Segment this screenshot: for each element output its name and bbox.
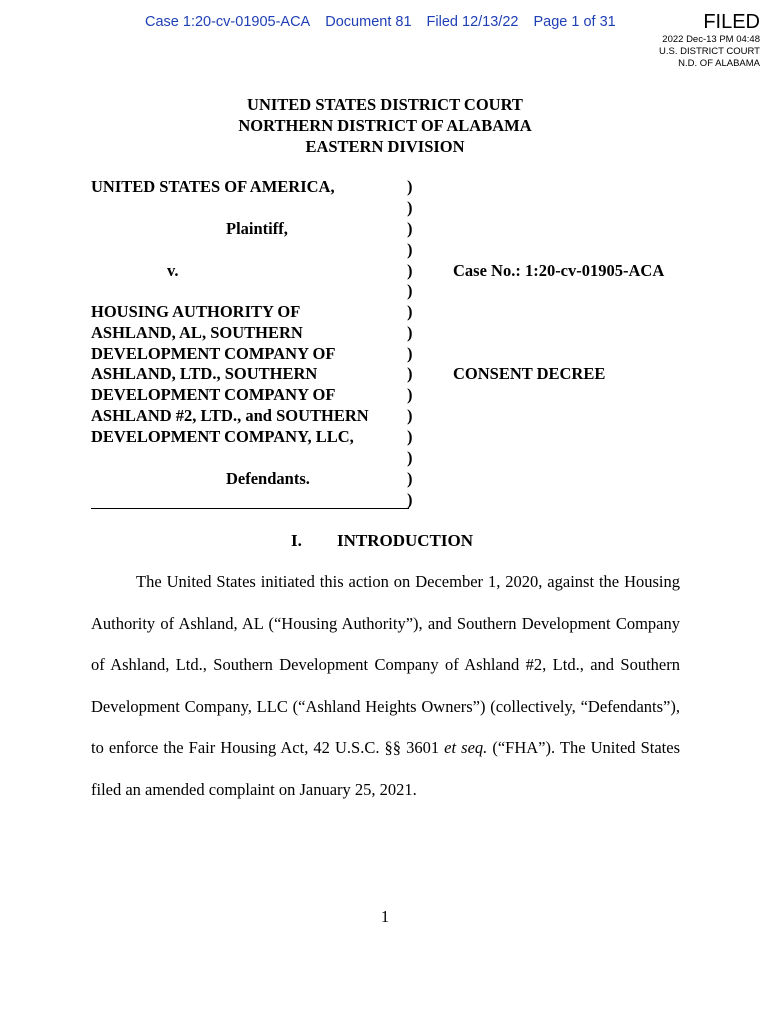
filed-datetime: 2022 Dec-13 PM 04:48	[662, 34, 760, 45]
caption-paren: )	[407, 344, 413, 363]
caption-paren: )	[407, 219, 413, 238]
defendant-line: DEVELOPMENT COMPANY OF	[91, 385, 336, 404]
document-title: CONSENT DECREE	[453, 364, 606, 383]
introduction-paragraph	[91, 561, 680, 811]
defendant-line: ASHLAND, LTD., SOUTHERN	[91, 364, 318, 383]
filed-district: N.D. OF ALABAMA	[678, 58, 760, 69]
ecf-page-count: Page 1 of 31	[533, 14, 616, 30]
section-number: I.	[291, 531, 302, 550]
court-division: EASTERN DIVISION	[305, 137, 465, 156]
caption-paren: )	[407, 281, 413, 300]
defendant-line: ASHLAND, AL, SOUTHERN	[91, 323, 303, 342]
filed-stamp	[659, 10, 760, 70]
defendant-line: DEVELOPMENT COMPANY, LLC,	[91, 427, 354, 446]
paragraph-text-cont: (“FHA”). The United States filed an amended complaint on January 25, 2021.	[91, 738, 681, 799]
caption-paren: )	[407, 469, 413, 488]
caption-paren: )	[407, 427, 413, 446]
plaintiff-label: Plaintiff,	[226, 219, 288, 238]
filed-court: U.S. DISTRICT COURT	[659, 46, 760, 57]
defendant-line: ASHLAND #2, LTD., and SOUTHERN	[91, 406, 369, 425]
defendant-line: DEVELOPMENT COMPANY OF	[91, 344, 336, 363]
caption-rule	[91, 508, 409, 509]
caption-paren: )	[407, 302, 413, 321]
ecf-case-number: Case 1:20-cv-01905-ACA	[145, 14, 311, 30]
section-heading	[291, 531, 473, 551]
filed-word: FILED	[703, 11, 760, 33]
paragraph-text: The United States initiated this action on December 1, 2020, against the Housing Authority of Ashland, AL (“Housing Authority”), and Southern Development Company of Ashland, Ltd., Southern Development Company of Ashland #2, Ltd., and Southern Development Company, LLC (“Ashland Heights Owners”) (collectively, “Defendants”), to enforce the Fair Housing Act, 42 U.S.C. §§ 3601	[91, 572, 680, 758]
case-number: Case No.: 1:20-cv-01905-ACA	[453, 261, 665, 280]
caption-paren: )	[407, 448, 413, 467]
caption-paren: )	[407, 364, 413, 383]
caption-paren: )	[407, 198, 413, 217]
ecf-header	[145, 14, 627, 30]
versus: v.	[167, 261, 179, 280]
plaintiff-name: UNITED STATES OF AMERICA,	[91, 177, 335, 196]
court-heading	[0, 94, 770, 157]
caption-paren: )	[407, 406, 413, 425]
ecf-document-number: Document 81	[325, 14, 412, 30]
defendants-label: Defendants.	[226, 469, 310, 488]
section-title: INTRODUCTION	[337, 531, 474, 550]
court-name: UNITED STATES DISTRICT COURT	[247, 95, 523, 114]
ecf-filed-date: Filed 12/13/22	[426, 14, 519, 30]
caption-paren: )	[407, 177, 413, 196]
caption-paren: )	[407, 490, 413, 509]
defendant-line: HOUSING AUTHORITY OF	[91, 302, 301, 321]
caption-paren: )	[407, 240, 413, 259]
page-number: 1	[380, 907, 390, 926]
paragraph-italic: et seq.	[444, 738, 488, 758]
court-district: NORTHERN DISTRICT OF ALABAMA	[238, 116, 532, 135]
caption-paren: )	[407, 261, 413, 280]
caption-paren: )	[407, 323, 413, 342]
caption-paren: )	[407, 385, 413, 404]
